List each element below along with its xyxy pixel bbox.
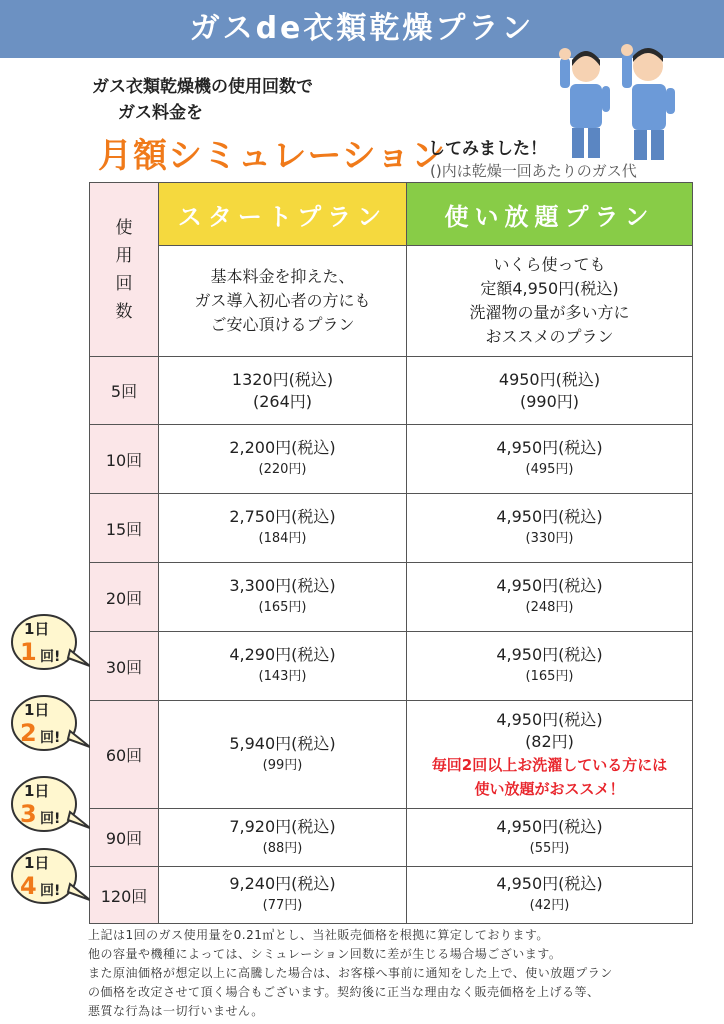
unlimited-price-cell: 4,950円(税込) (330円) — [407, 494, 693, 563]
start-price-cell: 7,920円(税込) (88円) — [159, 809, 407, 867]
speech-bubble-4-per-day: 1日 4 回! — [10, 846, 78, 906]
start-price-cell: 2,200円(税込) (220円) — [159, 425, 407, 494]
lead-suffix: してみました！ — [428, 139, 547, 159]
speech-bubble-3-per-day: 1日 3 回! — [10, 774, 78, 834]
table-row — [90, 867, 693, 924]
per-use-note: ()内は乾燥一回あたりのガス代 — [430, 162, 637, 180]
unlimited-plan-description: いくら使っても 定額4,950円(税込) 洗濯物の量が多い方に おススメのプラン — [407, 246, 693, 357]
unlimited-price-cell: 4,950円(税込) (42円) — [407, 867, 693, 924]
usage-count: 20回 — [90, 563, 159, 632]
start-plan-description: 基本料金を抑えた、 ガス導入初心者の方にも ご安心頂けるプラン — [159, 246, 407, 357]
start-price-cell: 4,290円(税込) (143円) — [159, 632, 407, 701]
usage-count: 90回 — [90, 809, 159, 867]
start-price-cell: 1320円(税込) (264円) — [159, 357, 407, 425]
usage-count-header: 使 用 回 数 — [90, 183, 159, 357]
start-plan-header: スタートプラン — [159, 183, 407, 246]
usage-count: 60回 — [90, 701, 159, 809]
unlimited-price-cell: 4,950円(税込) (165円) — [407, 632, 693, 701]
footnotes: 上記は1回のガス使用量を0.21㎥とし、当社販売価格を根拠に算定しております。 他の容量や機種によっては、シミュレーション回数に差が生じる場合場ございます。 また原油価格が想定以上に高騰した場合は、お客様へ事前に通知をした上で、使い放題プラン の価格を改定させて頂く場合もございます。契約後に正当な理由なく販売価格を上げる等、 悪質な行為は一切行いません。 — [88, 928, 613, 1018]
lead-highlight: 月額シミュレーション — [98, 136, 446, 176]
table-row — [90, 425, 693, 494]
unlimited-price-cell: 4950円(税込) (990円) — [407, 357, 693, 425]
start-price-cell: 9,240円(税込) (77円) — [159, 867, 407, 924]
speech-bubble-1-per-day: 1日 1 回! — [10, 612, 78, 672]
speech-bubble-2-per-day: 1日 2 回! — [10, 693, 78, 753]
workers-illustration — [548, 38, 690, 160]
unlimited-price-cell: 4,950円(税込) (82円) 毎回2回以上お洗濯している方には 使い放題がおススメ！ — [407, 701, 693, 809]
page-title: ガスde衣類乾燥プラン — [0, 0, 724, 58]
lead-line-1: ガス衣類乾燥機の使用回数で — [92, 77, 313, 97]
unlimited-price-cell: 4,950円(税込) (55円) — [407, 809, 693, 867]
table-row — [90, 701, 693, 809]
table-row — [90, 632, 693, 701]
start-price-cell: 2,750円(税込) (184円) — [159, 494, 407, 563]
recommend-note: 毎回2回以上お洗濯している方には 使い放題がおススメ！ — [431, 755, 668, 798]
unlimited-price-cell: 4,950円(税込) (248円) — [407, 563, 693, 632]
table-row — [90, 494, 693, 563]
usage-count: 15回 — [90, 494, 159, 563]
usage-count: 30回 — [90, 632, 159, 701]
start-price-cell: 3,300円(税込) (165円) — [159, 563, 407, 632]
table-row — [90, 563, 693, 632]
table-row — [90, 809, 693, 867]
start-price-cell: 5,940円(税込) (99円) — [159, 701, 407, 809]
usage-count: 10回 — [90, 425, 159, 494]
plan-comparison-table — [89, 182, 693, 924]
unlimited-plan-header: 使い放題プラン — [407, 183, 693, 246]
unlimited-price-cell: 4,950円(税込) (495円) — [407, 425, 693, 494]
lead-line-2: ガス料金を — [118, 103, 203, 123]
usage-count: 5回 — [90, 357, 159, 425]
usage-count: 120回 — [90, 867, 159, 924]
table-row — [90, 357, 693, 425]
